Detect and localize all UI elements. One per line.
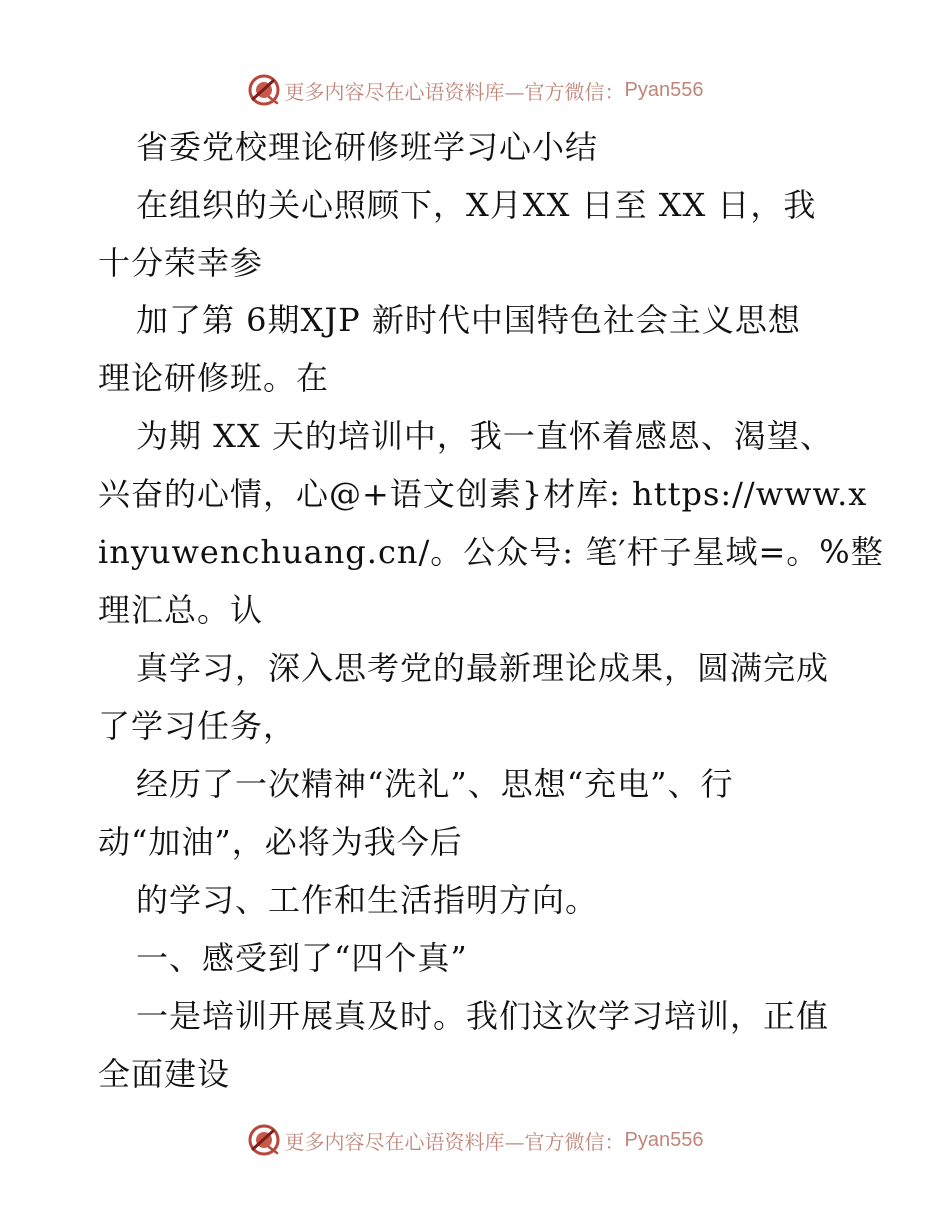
paragraph-line: 十分荣幸参	[98, 244, 264, 282]
paragraph-line: 了学习任务，	[98, 707, 297, 745]
watermark-text: 更多内容尽在心语资料库—官方微信：	[284, 1129, 625, 1154]
paragraph-line: 为期 XX 天的培训中，我一直怀着感恩、渴望、	[136, 417, 833, 455]
paragraph-line: 理汇总。认	[98, 591, 264, 629]
paragraph-line: 动“加油”，必将为我今后	[98, 823, 463, 861]
paragraph-line: 经历了一次精神“洗礼”、思想“充电”、行	[136, 765, 734, 803]
paragraph-line: 理论研修班。在	[98, 359, 330, 397]
paragraph-line: 兴奋的心情，心@+语文创素}材库: https://www.x	[98, 475, 868, 513]
section-heading: 一、感受到了“四个真”	[136, 939, 468, 977]
paragraph-line: 的学习、工作和生活指明方向。	[136, 881, 599, 919]
paragraph-line: 在组织的关心照顾下，X月XX 日至 XX 日，我	[136, 186, 817, 224]
paragraph-line: inyuwenchuang.cn/。公众号: 笔′杆子星域=。%整	[98, 533, 884, 571]
paragraph-line: 一是培训开展真及时。我们这次学习培训，正值	[136, 997, 830, 1035]
watermark-handle: Pyan556	[624, 1128, 704, 1151]
footer-watermark	[0, 1120, 950, 1160]
paragraph-line: 全面建设	[98, 1055, 231, 1093]
watermark-text: 更多内容尽在心语资料库—官方微信：	[284, 79, 625, 104]
paragraph-line: 加了第 6期XJP 新时代中国特色社会主义思想	[136, 301, 801, 339]
document-title: 省委党校理论研修班学习心小结	[136, 128, 599, 166]
paragraph-line: 真学习，深入思考党的最新理论成果，圆满完成	[136, 649, 830, 687]
red-circular-logo-icon	[247, 1123, 281, 1157]
watermark-handle: Pyan556	[624, 78, 704, 101]
